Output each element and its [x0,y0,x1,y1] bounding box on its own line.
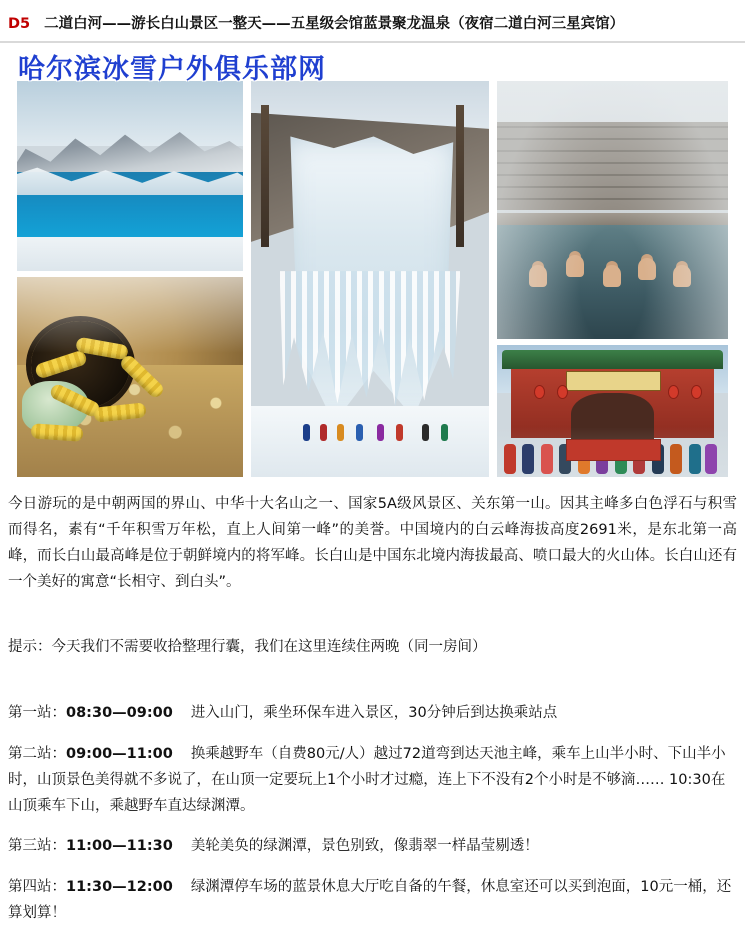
red-lantern [534,385,545,399]
red-lantern [691,385,702,399]
tourist-figure [396,424,403,441]
group-member [689,444,701,474]
tip-paragraph: 提示：今天我们不需要收拾整理行囊，我们在这里连续住两晚（同一房间） [8,638,487,655]
tourist-figure [422,424,429,441]
changbaishan-gate-group-photo [497,345,728,477]
spacer [8,674,737,698]
tourist-figure [303,424,310,441]
group-member [541,444,553,474]
corn-steam [17,277,243,353]
intro-paragraph: 今日游玩的是中朝两国的界山、中华十大名山之一、国家5A级风景区、关东第一山。因其主峰多白色浮石与积雪而得名，素有“千年积雪万年松，直上人间第一峰”的美誉。中国境内的白云峰海拔高度2691米，是东北第一高峰，而长白山最高峰是位于朝鲜境内的将军峰。长白山是中国东北境内海拔最高、喷口最大的火山体。长白山还有一个美好的寓意“长相守、到白头”。 [8,496,737,590]
hot-spring-photo [497,81,728,339]
spacer [8,595,737,619]
red-lantern [668,385,679,399]
stop-time: 09:00—11:00 [66,745,173,762]
gate-signboard [566,371,660,390]
stop-item [8,741,737,819]
icicle-curtain [280,271,461,421]
group-member [705,444,717,474]
gate-roof [502,350,724,368]
tourist-figure [356,424,363,441]
article-body [0,481,745,926]
steam-veil [497,81,728,339]
tianchi-lake-photo [17,81,243,271]
stop-label: 第一站： [8,705,66,721]
stop-label: 第四站： [8,878,66,895]
photo-collage [0,43,745,481]
stop-text: 美轮美奂的绿渊潭，景色别致，像翡翠一样晶莹剔透！ [190,838,539,854]
stop-text: 换乘越野车（自费80元/人）越过72道弯到达天池主峰，乘车上山半小时、下山半小时，山顶景色美得就不多说了，在山顶一定要玩上1个小时才过瘾，连上下不没有2个小时是不够滴…… 10:30在山顶乘车下山，乘越野车直达绿渊潭。 [8,745,726,814]
group-member [670,444,682,474]
stop-text: 进入山门，乘坐环保车进入景区，30分钟后到达换乘站点 [190,705,558,721]
bare-tree [456,105,464,248]
stop-item [8,874,737,926]
snow-ground [251,406,489,477]
ice-waterfall-photo [251,81,489,477]
group-banner [566,439,660,461]
group-member [504,444,516,474]
collage-grid [17,81,728,477]
stop-item [8,700,737,726]
day-title: 二道白河——游长白山景区一整天——五星级会馆蓝景聚龙温泉（夜宿二道白河三星宾馆） [44,16,625,32]
tourist-figure [377,424,384,441]
stop-time: 11:30—12:00 [66,878,173,895]
stop-label: 第二站： [8,745,66,762]
red-lantern [557,385,568,399]
corn-and-beans-photo [17,277,243,477]
bare-tree [261,105,269,248]
stop-text: 绿渊潭停车场的蓝景休息大厅吃自备的午餐，休息室还可以买到泡面，10元一桶，还算划算！ [8,878,732,921]
stop-time: 11:00—11:30 [66,838,173,854]
lake-snow-shore [17,237,243,271]
stop-label: 第三站： [8,838,66,854]
day-tag: D5 [8,16,31,32]
lake-sky [17,81,243,146]
itinerary-header [0,0,745,39]
tourist-figure [337,424,344,441]
tourist-figure [441,424,448,441]
tourist-figure [320,424,327,441]
stop-item [8,833,737,859]
watermark-text: 哈尔滨冰雪户外俱乐部网 [18,54,326,85]
stop-time: 08:30—09:00 [66,705,173,721]
group-member [522,444,534,474]
